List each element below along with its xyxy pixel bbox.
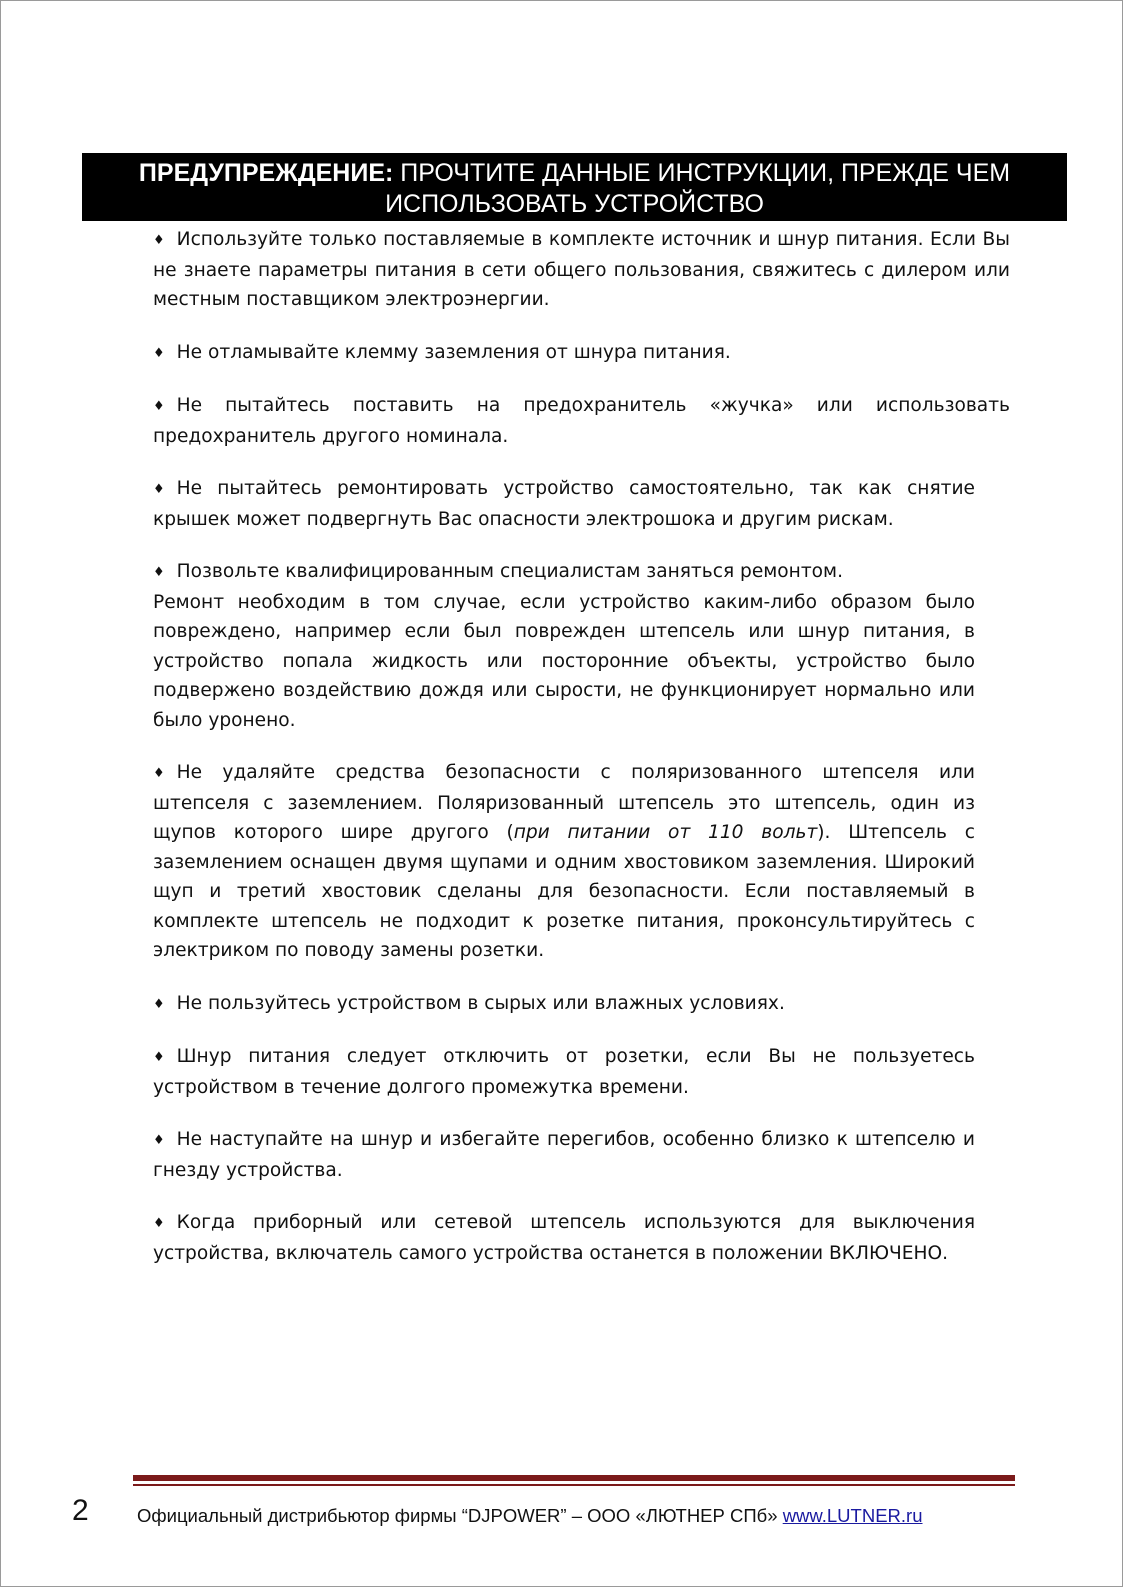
footer-distributor bbox=[137, 1504, 923, 1528]
instruction-item bbox=[153, 1208, 975, 1268]
bullet-diamond-icon: ♦ bbox=[153, 996, 165, 1012]
bullet-diamond-icon: ♦ bbox=[153, 233, 165, 248]
instruction-text-continued: ). Штепсель с заземлением оснащен двумя щупами и одним хвостовиком заземления. Широкий щуп и третий хвостовик сделаны для безопасности. Если поставляемый в комплекте штепсель не подходит к розетке питания, проконсультируйтесь с электриком по поводу замены розетки. bbox=[153, 822, 975, 961]
instruction-continuation: Ремонт необходим в том случае, если устройство каким-либо образом было повреждено, например если был поврежден штепсель или шнур питания, в устройство попала жидкость или посторонние объекты, устройство было подвержено воздействию дождя или сырости, не функционирует нормально или было уронено. bbox=[153, 591, 975, 731]
warning-line-1 bbox=[82, 158, 1067, 189]
instruction-item bbox=[153, 474, 975, 534]
instruction-italic-note: при питании от 110 вольт bbox=[513, 822, 818, 843]
instruction-text: Не наступайте на шнур и избегайте перегибов, особенно близко к штепселю и гнезду устройства. bbox=[153, 1129, 975, 1181]
instruction-text: Не пользуйтесь устройством в сырых или влажных условиях. bbox=[176, 992, 785, 1014]
footer-website-link[interactable]: www.LUTNER.ru bbox=[782, 1505, 923, 1526]
instruction-item bbox=[153, 1042, 975, 1102]
bullet-diamond-icon: ♦ bbox=[153, 345, 165, 361]
instruction-item bbox=[153, 989, 975, 1020]
footer-distributor-text: Официальный дистрибьютор фирмы “DJPOWER” – ООО «ЛЮТНЕР СПб» bbox=[137, 1505, 783, 1526]
page-number: 2 bbox=[72, 1494, 89, 1527]
footer-divider-thick bbox=[133, 1475, 1015, 1481]
instruction-text: Не пытайтесь поставить на предохранитель «жучка» или использовать предохранитель другого номинала. bbox=[153, 395, 1010, 447]
instruction-text: Позвольте квалифицированным специалистам заняться ремонтом. bbox=[176, 561, 843, 582]
instruction-item bbox=[153, 338, 975, 369]
instruction-item bbox=[153, 557, 975, 735]
instruction-text: Не удаляйте средства безопасности с поляризованного штепселя или штепселя с заземлением. Поляризованный штепсель это штепсель, один из щупов которого шире другого ( bbox=[153, 762, 975, 843]
bullet-diamond-icon: ♦ bbox=[153, 766, 165, 781]
instructions-list bbox=[153, 225, 1010, 1268]
bullet-diamond-icon: ♦ bbox=[153, 1050, 165, 1065]
warning-text-2: ИСПОЛЬЗОВАТЬ УСТРОЙСТВО bbox=[385, 190, 764, 218]
instruction-text: Не пытайтесь ремонтировать устройство самостоятельно, так как снятие крышек может подвергнуть Вас опасности электрошока и другим рискам. bbox=[153, 478, 975, 530]
instruction-item bbox=[153, 1125, 975, 1185]
bullet-diamond-icon: ♦ bbox=[153, 565, 165, 580]
bullet-diamond-icon: ♦ bbox=[153, 1133, 165, 1148]
instruction-text: Когда приборный или сетевой штепсель используются для выключения устройства, включатель самого устройства останется в положении ВКЛЮЧЕНО. bbox=[153, 1212, 975, 1264]
warning-text-1: ПРОЧТИТЕ ДАННЫЕ ИНСТРУКЦИИ, ПРЕЖДЕ ЧЕМ bbox=[400, 159, 1011, 187]
instruction-item bbox=[153, 391, 1010, 451]
instruction-item bbox=[153, 758, 975, 966]
instruction-item bbox=[153, 225, 1010, 315]
warning-banner bbox=[82, 153, 1067, 221]
instruction-text: Используйте только поставляемые в комплекте источник и шнур питания. Если Вы не знаете параметры питания в сети общего пользования, свяжитесь с дилером или местным поставщиком электроэнергии. bbox=[153, 229, 1010, 310]
footer-divider-thin bbox=[133, 1484, 1015, 1486]
instruction-text: Не отламывайте клемму заземления от шнура питания. bbox=[176, 341, 731, 363]
bullet-diamond-icon: ♦ bbox=[153, 482, 165, 497]
instruction-text: Шнур питания следует отключить от розетки, если Вы не пользуетесь устройством в течение долгого промежутка времени. bbox=[153, 1046, 975, 1098]
bullet-diamond-icon: ♦ bbox=[153, 399, 165, 414]
warning-label: ПРЕДУПРЕЖДЕНИЕ: bbox=[138, 159, 394, 187]
bullet-diamond-icon: ♦ bbox=[153, 1216, 165, 1231]
